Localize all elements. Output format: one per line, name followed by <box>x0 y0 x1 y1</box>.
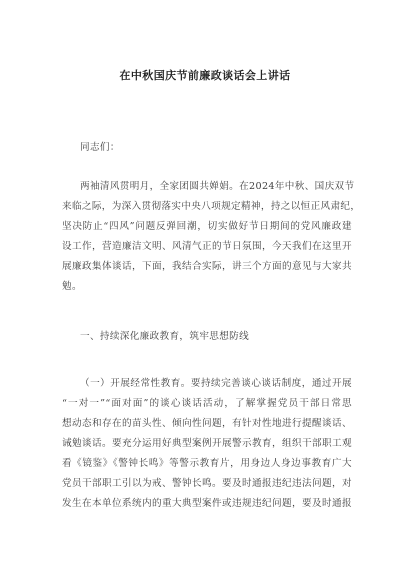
paragraph-line: （一）开展经常性教育。要持续完善谈心谈话制度，通过开展 <box>80 378 352 389</box>
paragraph-line: 来临之际，为深入贯彻落实中央八项规定精神，持之以恒正风肃纪， <box>62 201 361 212</box>
paragraph-line: 看《镜鉴》《警钟长鸣》等警示教育片，用身边人身边事教育广大 <box>62 458 352 469</box>
paragraph-line: 设工作，营造廉洁文明、风清气正的节日氛围，今天我们在这里开 <box>62 241 352 252</box>
paragraph-line: 坚决防止“四风”问题反弹回潮，切实做好节日期间的党风廉政建 <box>62 221 352 232</box>
paragraph-line: 诫勉谈话。要充分运用好典型案例开展警示教育，组织干部职工观 <box>62 438 352 449</box>
paragraph-line: 勉。 <box>62 281 82 292</box>
paragraph-line: 党员干部职工引以为戒、警钟长鸣。要及时通报违纪违法问题，对 <box>62 478 352 489</box>
paragraph-line: 想动态和存在的苗头性、倾向性问题，有针对性地进行提醒谈话、 <box>62 418 352 429</box>
paragraph-line: 发生在本单位系统内的重大典型案件或违规违纪问题，要及时通报 <box>62 498 352 509</box>
paragraph-line: 展廉政集体谈话，下面，我结合实际，讲三个方面的意见与大家共 <box>62 261 352 272</box>
paragraph-line: 两袖清风贯明月，全家团圆共婵娟。在2024年中秋、国庆双节 <box>80 181 355 192</box>
paragraph-line: “一对一”“面对面”的谈心谈话活动，了解掌握党员干部日常思 <box>62 398 352 409</box>
document-title: 在中秋国庆节前廉政谈话会上讲话 <box>119 69 291 82</box>
section-heading: 一、持续深化廉政教育，筑牢思想防线 <box>80 331 250 342</box>
salutation: 同志们： <box>80 142 120 153</box>
